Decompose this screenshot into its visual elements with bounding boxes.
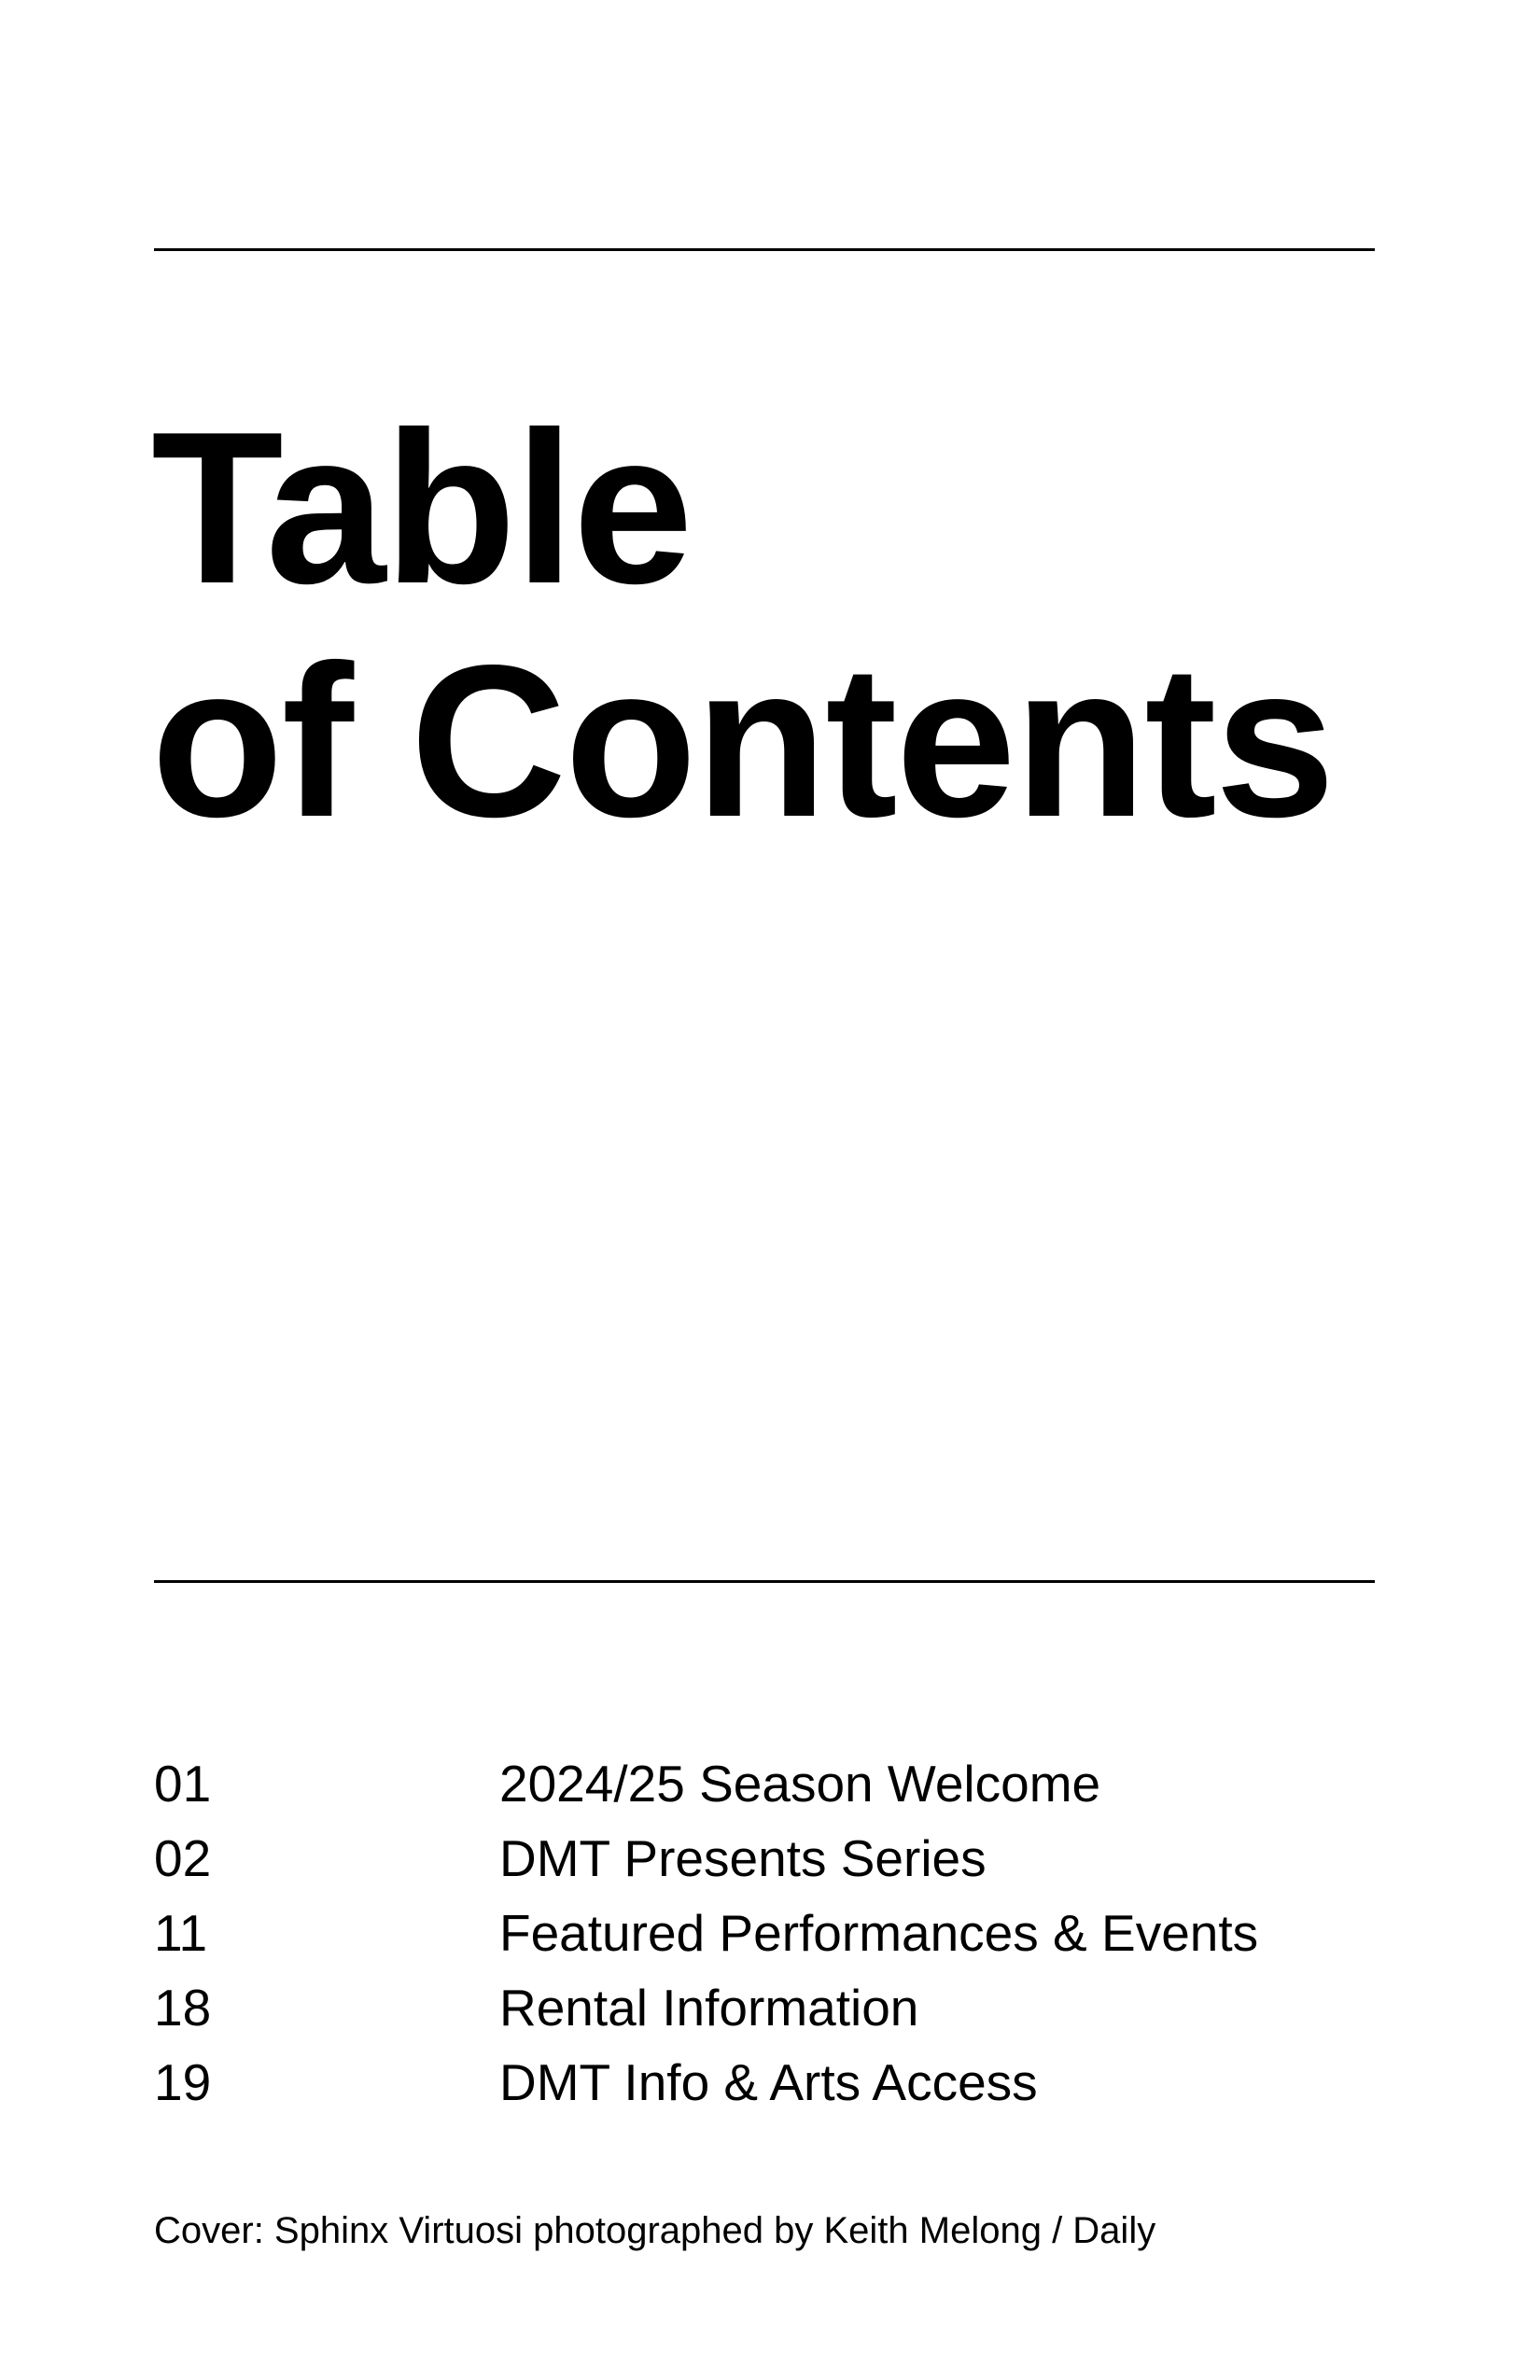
toc-item[interactable]	[154, 1970, 1386, 2045]
toc-page-number: 19	[154, 2053, 212, 2111]
page-title-line-2: of Contents	[151, 621, 1334, 862]
toc-entry-label: DMT Info & Arts Access	[499, 2053, 1038, 2111]
cover-photo-credit: Cover: Sphinx Virtuosi photographed by Keith Melong / Daily	[154, 2210, 1156, 2251]
toc-page-number: 18	[154, 1979, 212, 2037]
toc-page-number: 01	[154, 1755, 212, 1813]
toc-item[interactable]	[154, 2045, 1386, 2120]
page-title	[151, 387, 1334, 862]
toc-page-number: 02	[154, 1829, 212, 1887]
top-divider	[154, 248, 1375, 251]
toc-entry-label: DMT Presents Series	[499, 1829, 987, 1887]
toc-entry-label: Rental Information	[499, 1979, 919, 2037]
toc-item[interactable]	[154, 1746, 1386, 1821]
toc-item[interactable]	[154, 1896, 1386, 1970]
toc-entry-label: 2024/25 Season Welcome	[499, 1755, 1101, 1813]
toc-item[interactable]	[154, 1821, 1386, 1896]
toc-page-number: 11	[154, 1904, 208, 1962]
toc-entry-label: Featured Performances & Events	[499, 1904, 1259, 1962]
table-of-contents-list	[154, 1746, 1386, 2120]
bottom-divider	[154, 1580, 1375, 1583]
page-title-line-1: Table	[151, 387, 692, 629]
